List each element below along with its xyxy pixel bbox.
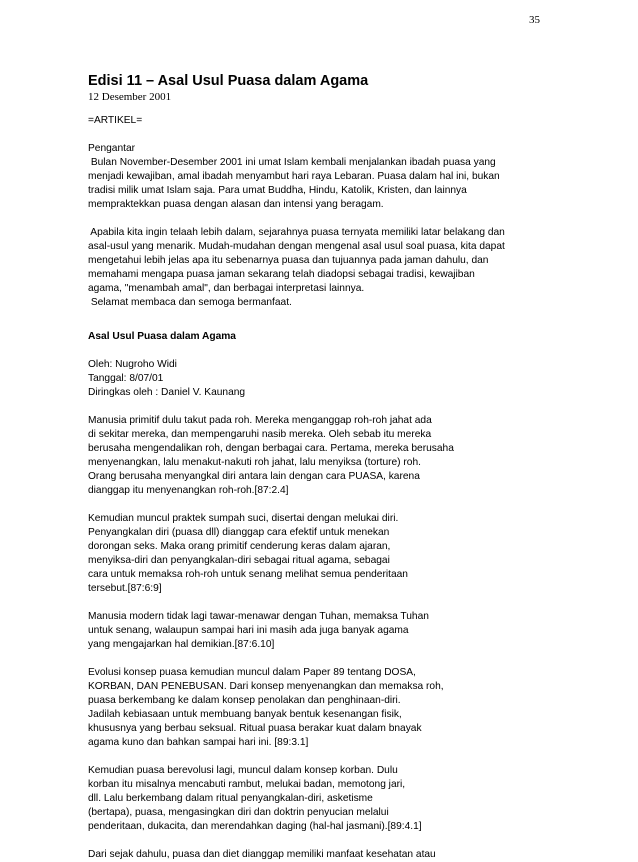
byline	[88, 358, 550, 400]
body-paragraph-2: Kemudian muncul praktek sumpah suci, disertai dengan melukai diri. Penyangkalan diri (puasa dll) dianggap cara efektif untuk menekan dorongan seks. Maka orang primitif cenderung keras dalam ajaran, menyiksa-diri dan penyangkalan-diri sebagai ritual agama, sebagai cara untuk memaksa roh-roh untuk senang melihat semua penderitaan tersebut.[87:6:9]	[88, 513, 408, 594]
document-title: Edisi 11 – Asal Usul Puasa dalam Agama	[88, 73, 369, 89]
body-paragraph-4: Evolusi konsep puasa kemudian muncul dalam Paper 89 tentang DOSA, KORBAN, DAN PENEBUSAN. Dari konsep menyenangkan dan memaksa roh, puasa berkembang ke dalam konsep penolakan dan penghinaan-diri. Jadilah kebiasaan untuk membuang banyak bentuk kesenangan fisik, khususnya yang berbau seksual. Ritual puasa berakar kuat dalam bnayak agama kuno dan bahkan sampai hari ini. [89:3.1]	[88, 667, 444, 748]
summarized-by: Diringkas oleh : Daniel V. Kaunang	[88, 387, 246, 398]
section-heading: Asal Usul Puasa dalam Agama	[88, 331, 236, 342]
body-paragraph-6: Dari sejak dahulu, puasa dan diet dianggap memiliki manfaat kesehatan atau	[88, 849, 436, 860]
body-paragraph-1: Manusia primitif dulu takut pada roh. Mereka menganggap roh-roh jahat ada di sekitar mereka, dan mempengaruhi nasib mereka. Oleh sebab itu mereka berusaha mengendalikan roh, dengan berbagai cara. Pertama, mereka berusaha menyenangkan, lalu menakut-nakuti roh jahat, lalu menyiksa (torture) roh. Orang berusaha menyangkal diri antara lain dengan cara PUASA, karena dianggap itu menyenangkan roh-roh.[87:2.4]	[88, 415, 454, 496]
page-number: 35	[529, 14, 540, 26]
intro-heading: Pengantar	[88, 143, 136, 154]
article-tag: =ARTIKEL=	[88, 115, 143, 126]
author: Oleh: Nugroho Widi	[88, 359, 177, 370]
document-body	[88, 72, 550, 862]
intro-paragraph-2: Apabila kita ingin telaah lebih dalam, sejarahnya puasa ternyata memiliki latar belakang dan asal-usul yang menarik. Mudah-mudahan dengan mengenal asal usul soal puasa, kita dapat mengetahui lebih jelas apa itu sebenarnya puasa dan tujuannya pada jaman dahulu, dan memahami mengapa puasa jaman sekarang telah diadopsi sebagai tradisi, kewajiban agama, "menambah amal", dan berbagai interpretasi lainnya. Selamat membaca dan semoga bermanfaat.	[88, 227, 505, 308]
body-paragraph-3: Manusia modern tidak lagi tawar-menawar dengan Tuhan, memaksa Tuhan untuk senang, walaupun sampai hari ini masih ada juga banyak agama yang mengajarkan hal demikian.[87:6.10]	[88, 611, 429, 650]
intro-paragraph-1: Bulan November-Desember 2001 ini umat Islam kembali menjalankan ibadah puasa yang menjadi kewajiban, amal ibadah menyambut hari raya Lebaran. Puasa dalam hal ini, bukan tradisi milik umat Islam saja. Para umat Buddha, Hindu, Katolik, Kristen, dan lainnya mempraktekkan puasa dengan alasan dan intensi yang beragam.	[88, 157, 500, 210]
body-paragraph-5: Kemudian puasa berevolusi lagi, muncul dalam konsep korban. Dulu korban itu misalnya mencabuti rambut, melukai badan, memotong jari, dll. Lalu berkembang dalam ritual penyangkalan-diri, asketisme (bertapa), puasa, mengasingkan diri dan doktrin penyucian melalui penderitaan, dukacita, dan merendahkan daging (hal-hal jasmani).[89:4.1]	[88, 765, 422, 832]
publication-date: 12 Desember 2001	[88, 91, 172, 103]
article-date: Tanggal: 8/07/01	[88, 373, 164, 384]
